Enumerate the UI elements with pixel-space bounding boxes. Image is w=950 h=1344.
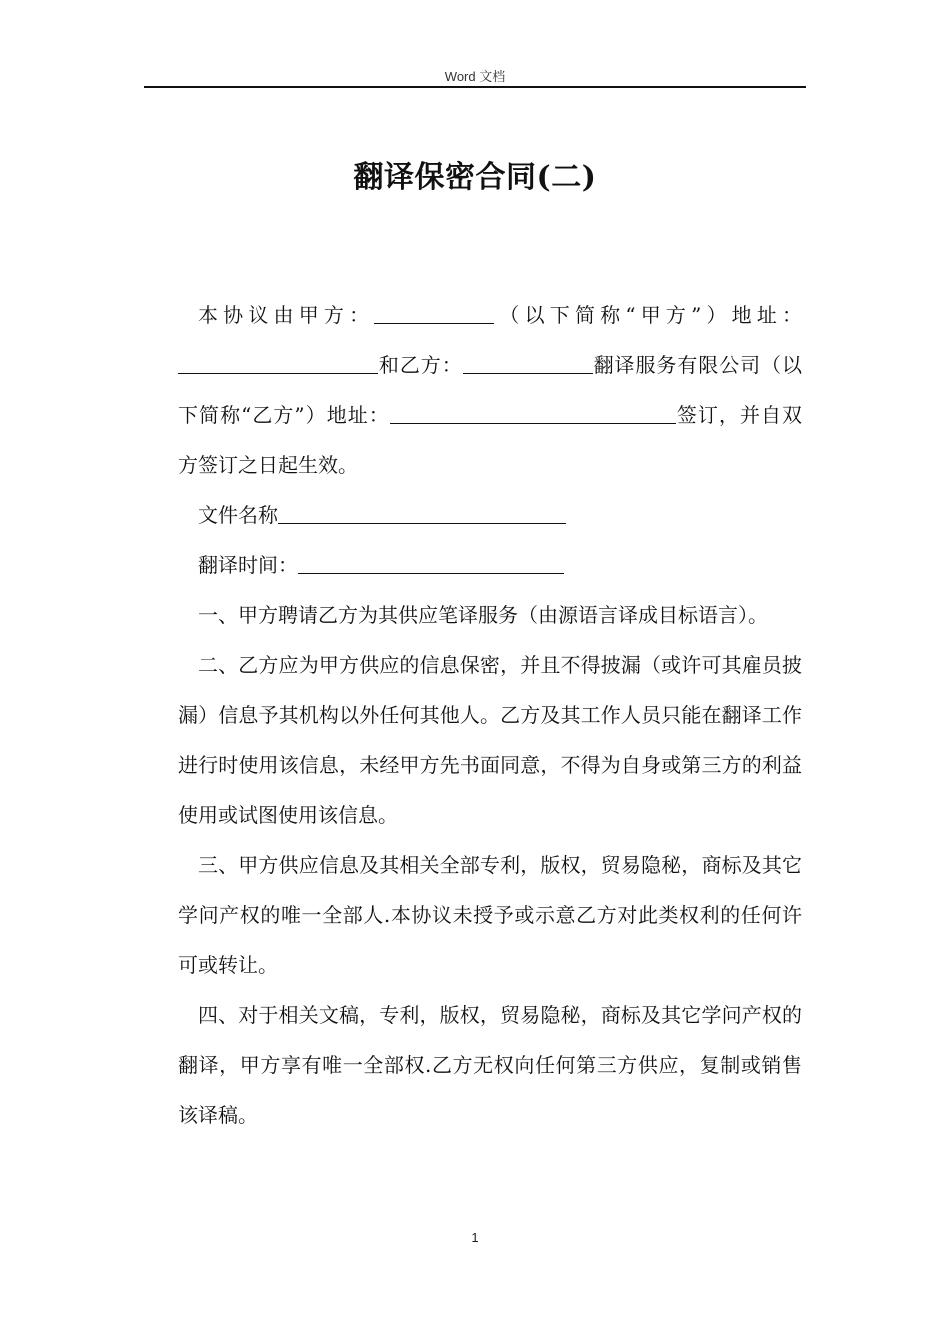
document-body xyxy=(178,290,802,1140)
header-rule xyxy=(144,86,806,88)
party-a-address-blank xyxy=(178,353,378,374)
document-title: 翻译保密合同(二) xyxy=(353,160,597,195)
file-name-line xyxy=(178,490,802,540)
clause-2: 二、乙方应为甲方供应的信息保密，并且不得披漏（或许可其雇员披漏）信息予其机构以外任何其他人。乙方及其工作人员只能在翻译工作进行时使用该信息，未经甲方先书面同意，不得为自身或第三方的利益使用或试图使用该信息。 xyxy=(178,653,802,827)
translation-time-blank xyxy=(298,553,564,574)
translation-time-line xyxy=(178,540,802,590)
page-header: Word 文档 xyxy=(444,69,506,84)
page-number: 1 xyxy=(471,1230,479,1245)
translation-time-label: 翻译时间： xyxy=(198,553,298,577)
intro-text-5: 签订，并自双方签订之日起生效。 xyxy=(178,403,803,477)
file-name-blank xyxy=(278,503,566,524)
clause-1: 一、甲方聘请乙方为其供应笔译服务（由源语言译成目标语言）。 xyxy=(198,603,768,627)
intro-text-2: （以下简称“甲方”）地址： xyxy=(494,303,803,327)
clause-3: 三、甲方供应信息及其相关全部专利，版权，贸易隐秘，商标及其它学问产权的唯一全部人.本协议未授予或示意乙方对此类权利的任何许可或转让。 xyxy=(178,853,802,977)
intro-text-4: 翻译服务有限公司（以下简称“乙方”）地址： xyxy=(178,353,803,427)
intro-text-3: 和乙方： xyxy=(378,353,463,377)
party-b-name-blank xyxy=(463,353,593,374)
party-a-name-blank xyxy=(374,303,494,324)
intro-text-1: 本协议由甲方： xyxy=(198,303,375,327)
file-name-label: 文件名称 xyxy=(198,503,278,527)
clause-4: 四、对于相关文稿，专利，版权，贸易隐秘，商标及其它学问产权的翻译，甲方享有唯一全部权.乙方无权向任何第三方供应，复制或销售该译稿。 xyxy=(178,1003,802,1127)
intro-paragraph xyxy=(178,290,802,490)
party-b-address-blank xyxy=(390,403,676,424)
